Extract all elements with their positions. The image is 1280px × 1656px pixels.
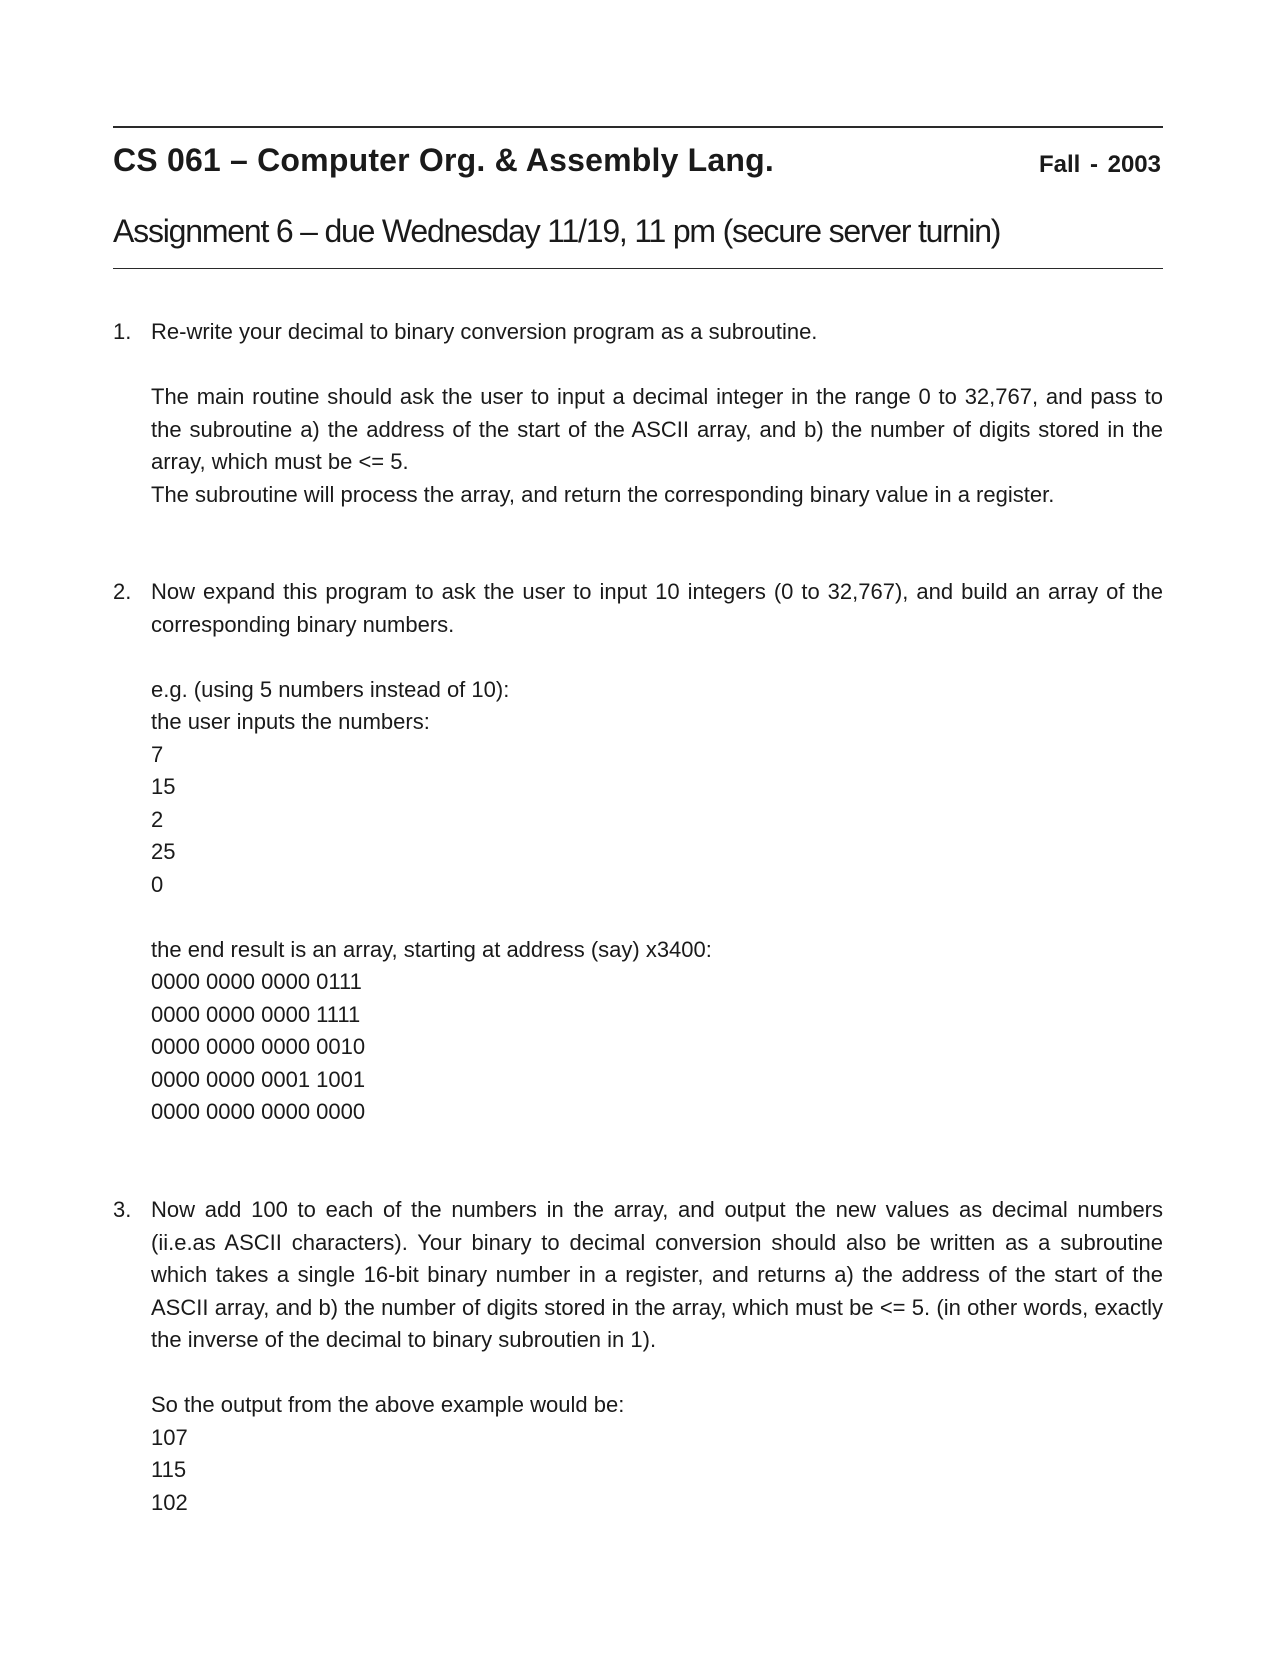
binary-value: 0000 0000 0000 0010 [151,1034,366,1059]
question-intro: Now expand this program to ask the user to input 10 integers (0 to 32,767), and build an array of the corresponding binary numbers. [151,579,1163,637]
output-value: 107 [151,1424,188,1450]
question-number: 3. [113,1197,132,1222]
binary-value: 0000 0000 0000 1111 [151,1001,361,1027]
inputs-label: the user inputs the numbers: [151,709,430,734]
example-intro: e.g. (using 5 numbers instead of 10): [151,676,510,702]
result-label: the end result is an array, starting at address (say) x3400: [151,936,712,962]
question-body [151,1194,1163,1519]
question-2 [113,576,1163,1129]
binary-value: 0000 0000 0000 0111 [151,969,362,994]
question-body [151,576,1163,1129]
assignment-title: Assignment 6 – due Wednesday 11/19, 11 pm (secure server turnin) [113,213,1001,249]
input-value: 15 [151,774,176,799]
question-number: 2. [113,579,132,604]
output-label: So the output from the above example would be: [151,1392,625,1417]
input-value: 0 [151,871,164,897]
output-value: 102 [151,1489,188,1515]
question-1 [113,316,1163,511]
question-3 [113,1194,1163,1519]
question-paragraph: The subroutine will process the array, and return the corresponding binary value in a register. [151,481,1055,507]
input-value: 2 [151,806,164,832]
header-bottom-rule [113,268,1163,269]
term-label: Fall - 2003 [1038,151,1161,178]
question-number: 1. [113,319,132,344]
question-intro: Re-write your decimal to binary conversion program as a subroutine. [151,319,818,344]
question-intro: Now add 100 to each of the numbers in the array, and output the new values as decimal numbers (ii.e.as ASCII characters). Your binary to decimal conversion should also be written as a subroutine which takes a single 16-bit binary number in a register, and returns a) the address of the start of the ASCII array, and b) the number of digits stored in the array, which must be <= 5. (in other words, exactly the inverse of the decimal to binary subroutien in 1). [151,1197,1163,1352]
binary-value: 0000 0000 0001 1001 [151,1066,366,1092]
header-top-rule [113,126,1163,128]
input-value: 25 [151,839,176,864]
course-title: CS 061 – Computer Org. & Assembly Lang. [113,142,775,178]
binary-value: 0000 0000 0000 0000 [151,1099,366,1124]
question-paragraph: The main routine should ask the user to input a decimal integer in the range 0 to 32,767, and pass to the subroutine a) the address of the start of the ASCII array, and b) the number of digits stored in the array, which must be <= 5. [151,384,1163,474]
question-body [151,316,1163,511]
input-value: 7 [151,741,164,767]
output-value: 115 [151,1457,187,1482]
